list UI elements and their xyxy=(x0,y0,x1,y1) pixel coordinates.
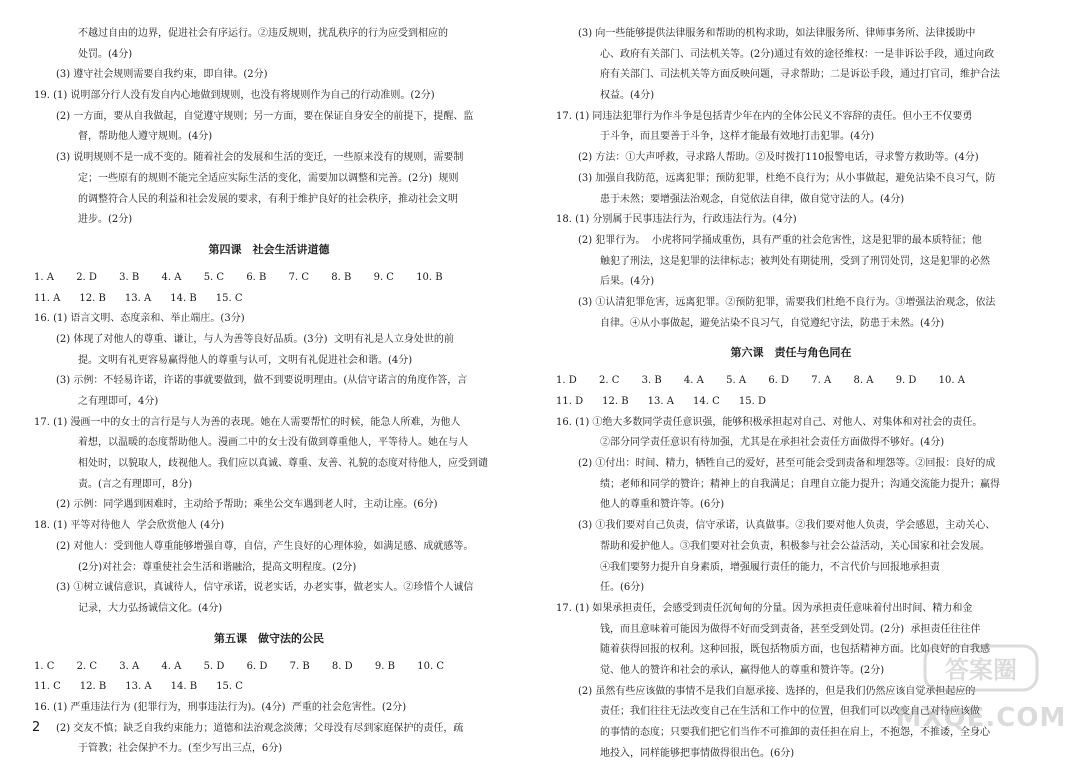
answer-line: 相处时，以貌取人，歧视他人。我们应以真诚、尊重、友善、礼貌的态度对待他人，应受到谴 xyxy=(78,458,488,470)
answer-line: (3) 加强自我防范，远离犯罪；预防犯罪，杜绝不良行为；从小事做起，避免沾染不良习气，防 xyxy=(578,172,996,184)
answer-line: 提。文明有礼更容易赢得他人的尊重与认可，文明有礼促进社会和谐。(4分) xyxy=(78,354,413,366)
answer-line: (2) 体现了对他人的尊重、谦让，与人为善等良好品质。(3分) 文明有礼是人立身处世的前 xyxy=(56,333,454,345)
answer-line: (2) 一方面，要从自我做起，自觉遵守规则；另一方面，要在保证自身安全的前提下，提醒、监 xyxy=(56,110,474,122)
answer-line: 不越过自由的边界，促进社会有序运行。②违反规则，扰乱秩序的行为应受到相应的 xyxy=(78,28,448,39)
answer-line: (3) ①认清犯罪危害，远离犯罪。②预防犯罪，需要我们杜绝不良行为。③增强法治观念，依法 xyxy=(578,296,996,308)
answer-line: 1. C 2. C 3. A 4. A 5. D 6. D 7. B 8. D 9. B 10. C xyxy=(34,660,444,672)
section-title: 第五课 做守法的公民 xyxy=(214,631,324,645)
section-title: 第六课 责任与角色同在 xyxy=(730,346,852,360)
answer-line: (2分)对社会：尊重使社会生活和谐融洽，提高文明程度。(2分) xyxy=(78,561,357,573)
answer-line: 16. (1) ①绝大多数同学责任意识强，能够积极承担起对自己、对他人、对集体和对社会的责任。 xyxy=(556,416,983,428)
answer-line: 府有关部门、司法机关等方面反映问题，寻求帮助；二是诉讼手段，通过打官司，维护合法 xyxy=(600,69,1000,81)
answer-line: 的事情的态度；只要我们把它们当作不可推卸的责任担在肩上，不抱怨，不推诿，全身心 xyxy=(600,727,990,738)
answer-line: ④我们要努力提升自身素质，增强履行责任的能力，不言代价与回报地承担责 xyxy=(600,561,940,573)
answer-line: 触犯了刑法，这是犯罪的法律标志；被判处有期徒刑，受到了刑罚处罚，这是犯罪的必然 xyxy=(600,255,990,267)
answer-line: (2) 对他人：受到他人尊重能够增强自尊，自信，产生良好的心理体验，如满足感、成就感等。 xyxy=(56,540,474,552)
svg-text:MXQE.COM: MXQE.COM xyxy=(895,703,1067,733)
answer-line: 17. (1) 漫画一中的女士的言行是与人为善的表现。她在人需要帮忙的时候，能急人所难，为他人 xyxy=(34,416,461,428)
answer-line: 于管教；社会保护不力。(至少写出三点，6分) xyxy=(78,743,283,755)
answer-line: 记录，大力弘扬诚信文化。(4分) xyxy=(78,602,223,614)
answer-line: 11. A 12. B 13. A 14. B 15. C xyxy=(34,292,243,304)
answer-line: 地投入，同样能够把事情做得很出色。(6分) xyxy=(600,747,795,759)
answer-line: ②部分同学责任意识有待加强，尤其是在承担社会责任方面做得不够好。(4分) xyxy=(600,437,945,449)
answer-line: 于斗争，而且要善于斗争，这样才能最有效地打击犯罪。(4分) xyxy=(600,131,875,143)
answer-line: 责任；我们往往无法改变自己在生活和工作中的位置，但我们可以改变自己对待应该做 xyxy=(600,706,980,718)
answer-line: 钱，而且意味着可能因为做得不好而受到责备，甚至受到处罚。(2分) 承担责任往往伴 xyxy=(600,623,981,635)
answer-line: (3) 说明规则不是一成不变的。随着社会的发展和生活的变迁，一些原来没有的规则，需要制 xyxy=(56,152,464,164)
answer-line: 进步。(2分) xyxy=(78,214,133,226)
answer-line: (3) 向一些能够提供法律服务和帮助的机构求助，如法律服务所、律师事务所、法律援助中 xyxy=(578,28,976,39)
answer-line: (2) 犯罪行为。 小虎将同学捅成重伤，具有严重的社会危害性，这是犯罪的最本质特征；他 xyxy=(578,234,982,246)
left-column xyxy=(34,24,504,760)
answer-line: (2) 交友不慎；缺乏自我约束能力；道德和法治观念淡薄；父母没有尽到家庭保护的责任，疏 xyxy=(56,722,464,734)
answer-line: (3) 遵守社会规则需要自我约束，即自律。(2分) xyxy=(56,69,268,81)
answer-line: (2) ①付出：时间、精力，牺牲自己的爱好，甚至可能会受到责备和埋怨等。②回报：良好的成 xyxy=(578,458,996,470)
answer-line: (3) 示例：不轻易许诺，许诺的事就要做到，做不到要说明理由。(从信守诺言的角度作答，言 xyxy=(56,375,468,387)
answer-line: 18. (1) 平等对待他人 学会欣赏他人 (4分) xyxy=(34,520,225,532)
answer-line: 处罚。(4分) xyxy=(78,48,133,60)
answer-line: 权益。(4分) xyxy=(600,90,655,102)
section-title: 第四课 社会生活讲道德 xyxy=(208,242,330,256)
answer-line: (3) ①我们要对自己负责，信守承诺，认真做事。②我们要对他人负责，学会感恩，主动关心、 xyxy=(578,520,996,532)
answer-line: 督，帮助他人遵守规则。(4分) xyxy=(78,131,213,143)
answer-line: 任。(6分) xyxy=(600,582,645,594)
answer-line: (2) 方法：①大声呼救，寻求路人帮助。②及时拨打110报警电话，寻求警方救助等。(4分) xyxy=(578,152,979,164)
answer-line: 的调整符合人民的利益和社会发展的要求，有利于维护良好的社会秩序，推动社会文明 xyxy=(78,193,458,205)
answer-line: 着想，以温暖的态度帮助他人。漫画二中的女士没有做到尊重他人，平等待人。她在与人 xyxy=(78,437,468,449)
answer-line: 定；一些原有的规则不能完全适应实际生活的变化，需要加以调整和完善。(2分) 规则 xyxy=(78,172,459,184)
answer-line: 16. (1) 严重违法行为 (犯罪行为，刑事违法行为)。(4分) 严重的社会危害性。(2分) xyxy=(34,701,407,713)
answer-line: (2) 示例：同学遇到困难时，主动给予帮助；乘坐公交车遇到老人时，主动让座。(6分) xyxy=(56,499,438,511)
answer-line: 17. (1) 如果承担责任，会感受到责任沉甸甸的分量。因为承担责任意味着付出时间、精力和金 xyxy=(556,602,973,614)
svg-text:答案圈: 答案圈 xyxy=(945,656,1017,684)
answer-line: 18. (1) 分别属于民事违法行为，行政违法行为。(4分) xyxy=(556,214,797,226)
answer-line: 之有理即可，4分) xyxy=(78,396,159,407)
answer-line: 1. A 2. D 3. B 4. A 5. C 6. B 7. C 8. B 9. C 10. B xyxy=(34,271,443,283)
answer-line: 后果。(4分) xyxy=(600,276,655,288)
answer-line: 患于未然；要增强法治观念，自觉依法自律，做自觉守法的人。(4分) xyxy=(600,193,905,205)
answer-line: 绩；老师和同学的赞许；精神上的自我满足；自理自立能力提升；沟通交流能力提升；赢得 xyxy=(600,478,1000,490)
answer-line: 11. C 12. B 13. A 14. B 15. C xyxy=(34,681,243,693)
answer-line: (2) 虽然有些应该做的事情不是我们自愿承接、选择的，但是我们仍然应该自觉承担起应的 xyxy=(578,685,976,697)
answer-line: 16. (1) 语言文明、态度亲和、举止端庄。(3分) xyxy=(34,313,245,325)
answer-line: 他人的尊重和赞许等。(6分) xyxy=(600,499,725,511)
answer-line: 责。(言之有理即可，8分) xyxy=(78,478,193,490)
answer-line: (3) ①树立诚信意识，真诚待人，信守承诺，说老实话，办老实事，做老实人。②珍惜个人诚信 xyxy=(56,582,474,594)
answer-line: 19. (1) 说明部分行人没有发自内心地做到规则，也没有将规则作为自己的行动准则。(2分) xyxy=(34,90,435,102)
answer-line: 心、政府有关部门、司法机关等。(2分)通过有效的途径维权：一是非诉讼手段，通过向政 xyxy=(600,48,995,60)
answer-line: 帮助和爱护他人。③我们要对社会负责，积极参与社会公益活动，关心国家和社会发展。 xyxy=(600,540,990,552)
page-number: 2 xyxy=(32,720,41,735)
watermark-logo xyxy=(895,640,1067,740)
answer-line: 1. D 2. C 3. B 4. A 5. A 6. D 7. A 8. A 9. D 10. A xyxy=(556,375,965,387)
answer-line: 17. (1) 同违法犯罪行为作斗争是包括青少年在内的全体公民义不容辞的责任。但小王不仅要勇 xyxy=(556,110,973,122)
answer-line: 随着获得回报的权利。这种回报，既包括物质方面，也包括精神方面。比如良好的自我感 xyxy=(600,644,990,656)
answer-line: 觉、他人的赞许和社会的承认，赢得他人的尊重和赞许等。(2分) xyxy=(600,664,885,676)
answer-line: 自律。④从小事做起，避免沾染不良习气，自觉遵纪守法，防患于未然。(4分) xyxy=(600,317,945,329)
answer-line: 11. D 12. B 13. A 14. C 15. D xyxy=(556,396,766,407)
